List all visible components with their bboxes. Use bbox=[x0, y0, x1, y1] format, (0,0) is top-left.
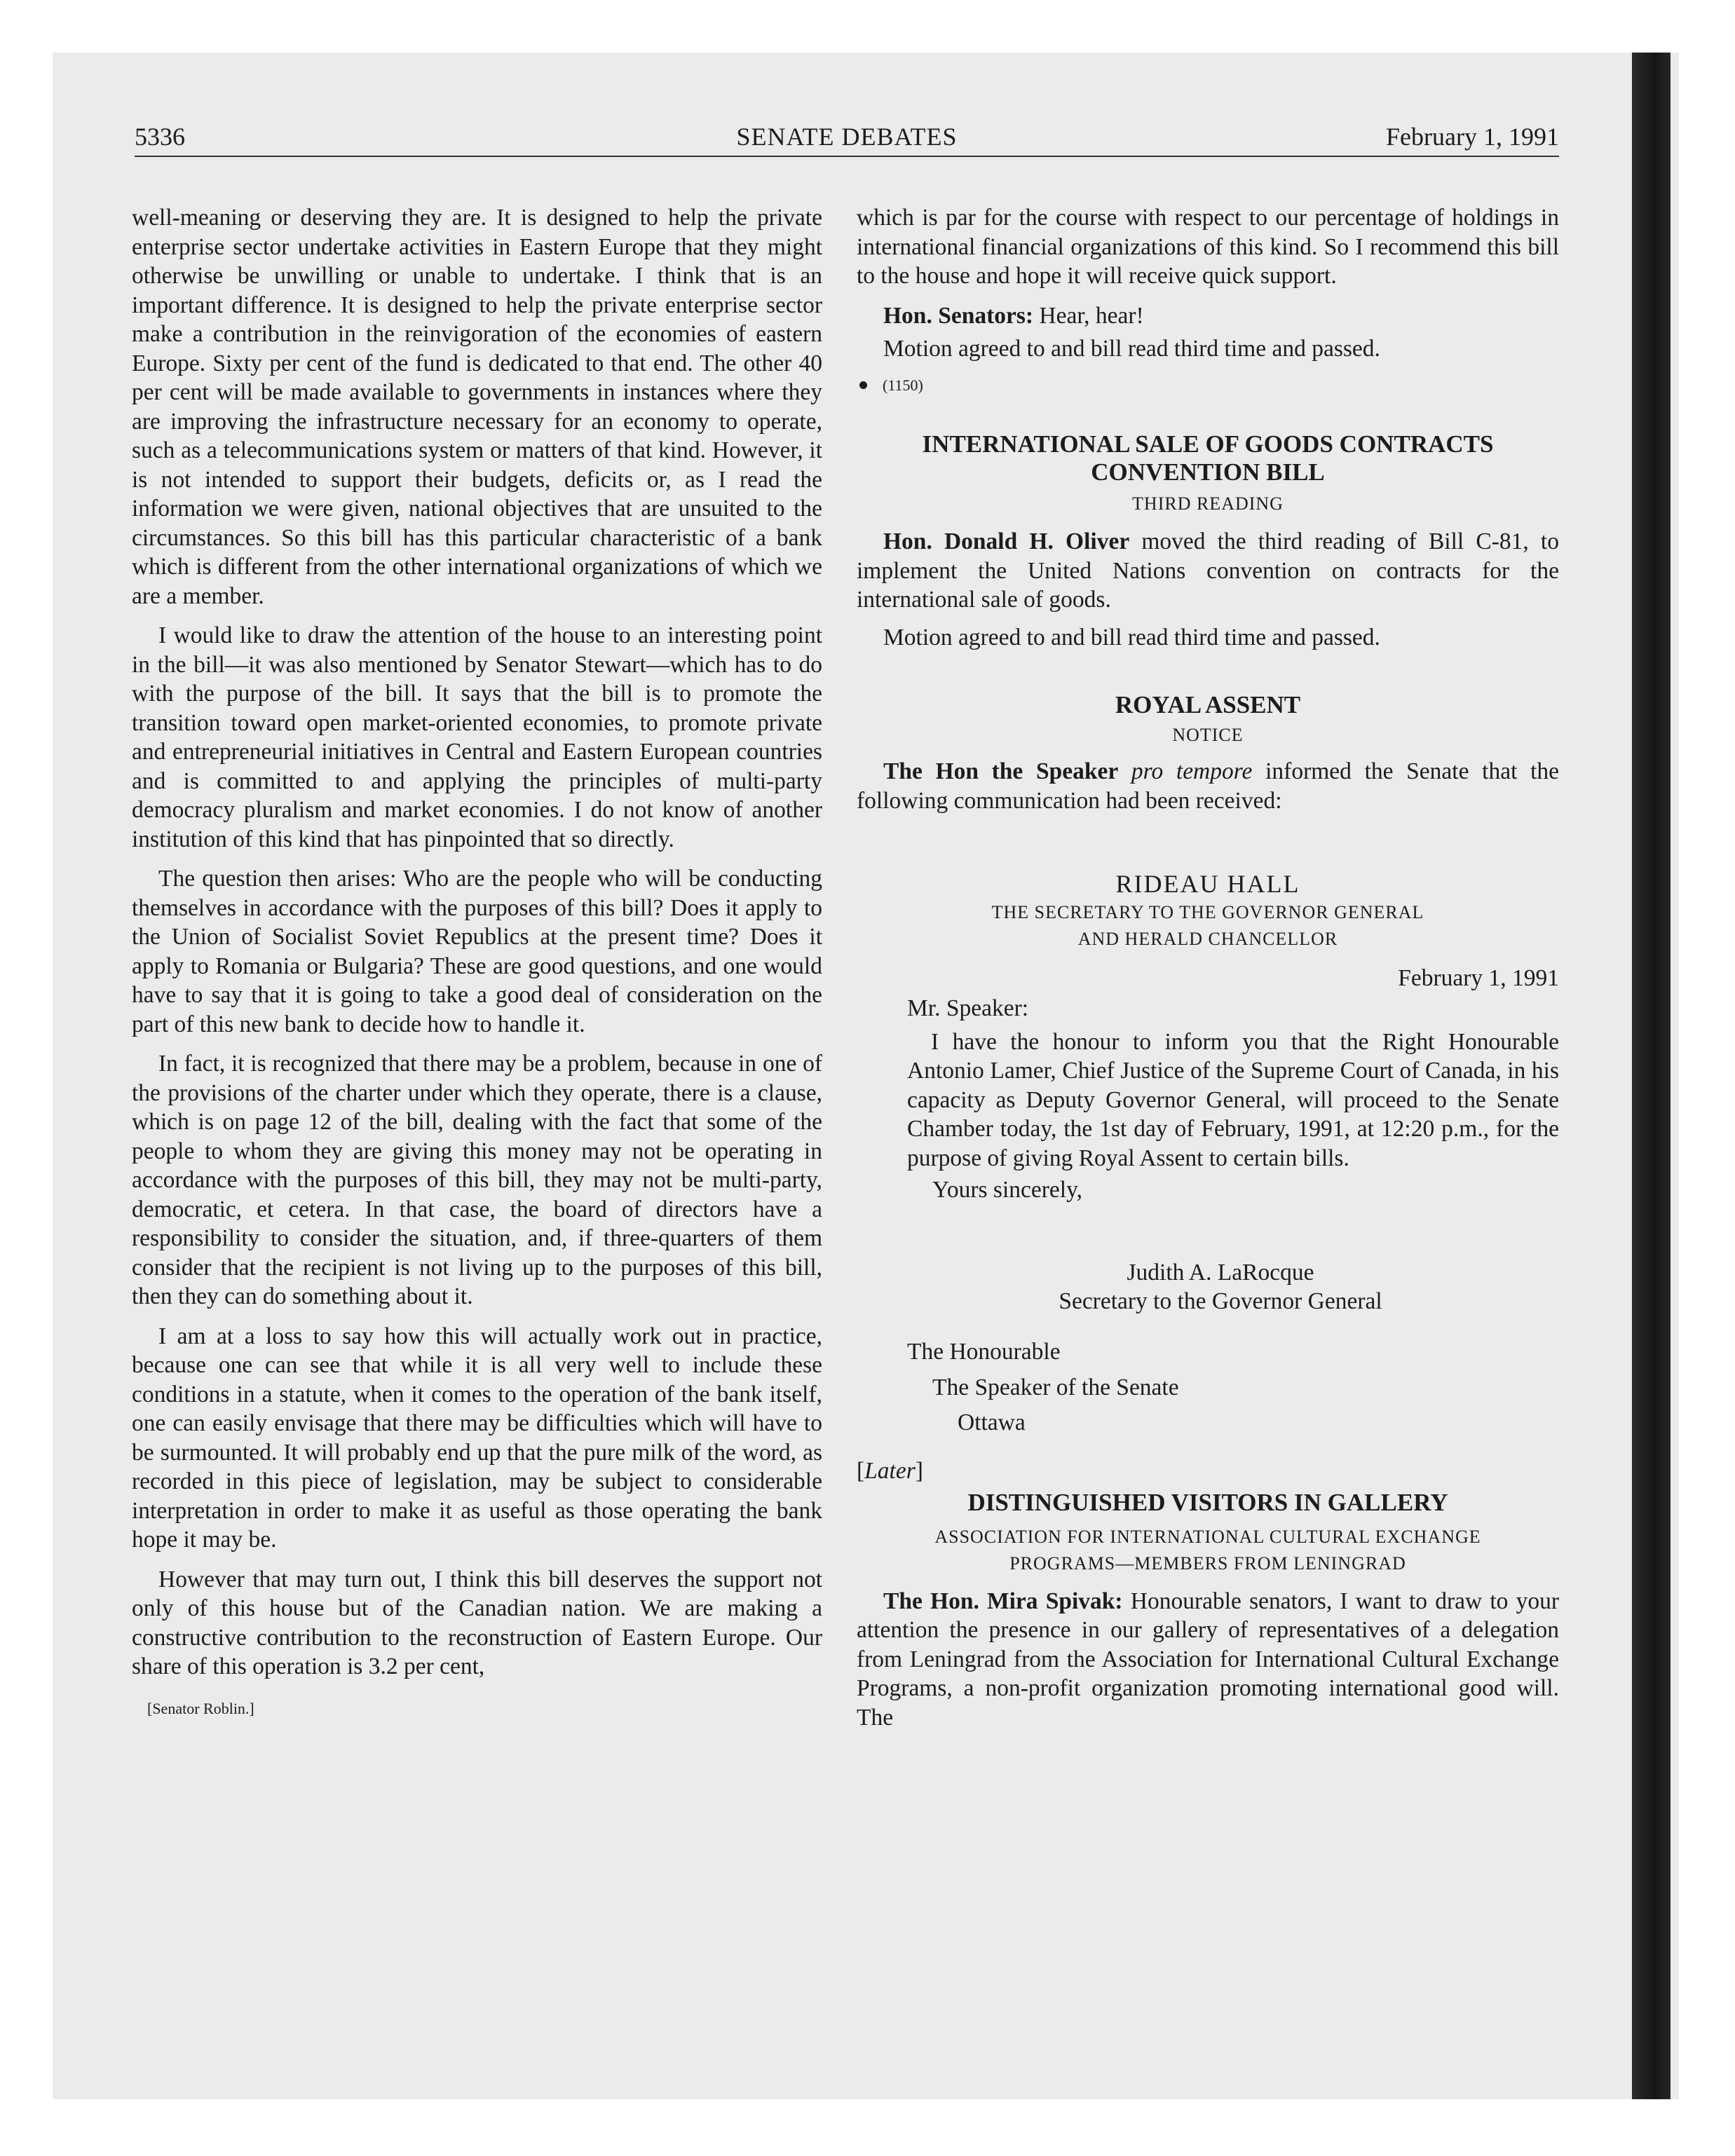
speaker-name: Hon. Senators: bbox=[883, 302, 1034, 329]
time-marker-text: (1150) bbox=[883, 376, 923, 394]
paragraph: In fact, it is recognized that there may be a problem, because in one of the provisions of the charter under which they operate, there is a clause, which is on page 12 of the bill, dealing with the fact that some of the people to whom they are giving this money may not be operating in accordance with the purposes of this bill, they may not be multi-party, democratic, et cetera. In that case, the board of directors have a responsibility to consider the situation, and, if three-quarters of them consider that the recipient is not living up to the purposes of this bill, then they can do something about it. bbox=[132, 1051, 822, 1309]
paragraph: I would like to draw the attention of the house to an interesting point in the bill—it was also mentioned by Senator Stewart—which has to do with the purpose of the bill. It says that the bill is to promote the transition toward open market-oriented economies, to promote private and entrepreneurial initiatives in Central and Eastern European countries and is committed to and applying the principles of multi-party democracy pluralism and market economies. I do not know of another institution of this kind that has pinpointed that so directly. bbox=[132, 622, 822, 852]
section-subheading: NOTICE bbox=[1172, 725, 1244, 745]
letter-subheading: THE SECRETARY TO THE GOVERNOR GENERAL bbox=[991, 901, 1424, 922]
paragraph bbox=[857, 757, 1559, 815]
motion-text: Motion agreed to and bill read third time and passed. bbox=[883, 624, 1380, 650]
speech-text: Hear, hear! bbox=[1033, 302, 1144, 329]
time-marker bbox=[857, 371, 1559, 400]
letter-signer: Judith A. LaRocque bbox=[1127, 1259, 1314, 1285]
publication-title: SENATE DEBATES bbox=[736, 123, 958, 151]
later-text: Later bbox=[864, 1458, 916, 1484]
header-date: February 1, 1991 bbox=[1386, 123, 1559, 151]
letter-address-line: Ottawa bbox=[958, 1409, 1026, 1435]
speech-text: Honourable senators, I want to draw to your attention the presence in our gallery of representatives of a delegation from Leningrad from the Association for International Cultural Exchange Programs, a non-profit organization promoting international good will. The bbox=[857, 1588, 1559, 1731]
section-subheading: THIRD READING bbox=[1132, 493, 1284, 514]
section-subheading: ASSOCIATION FOR INTERNATIONAL CULTURAL EXCHANGE bbox=[934, 1526, 1481, 1547]
left-column bbox=[132, 203, 822, 1723]
motion-text: Motion agreed to and bill read third time and passed. bbox=[883, 336, 1380, 362]
section-heading: ROYAL ASSENT bbox=[1115, 691, 1301, 718]
section-heading: DISTINGUISHED VISITORS IN GALLERY bbox=[967, 1488, 1448, 1516]
speaker-name: The Hon the Speaker bbox=[883, 758, 1119, 784]
paragraph: well-meaning or deserving they are. It is designed to help the private enterprise sector undertake activities in Eastern Europe that they might otherwise be unwilling or unable to undertake. I think that is an important difference. It is designed to help the private enterprise sector make a contribution in the reinvigoration of the economies of eastern Europe. Sixty per cent of the fund is dedicated to that end. The other 40 per cent will be made available to governments in instances where they are improving the infrastructure necessary for an economy to operate, such as a telecommunications system or matters of that kind. However, it is not intended to support their budgets, deficits or, as I read the information we were given, national objectives that are unsuited to the circumstances. So this bill has this particular characteristic of a bank which is different from the other international organizations of which we are a member. bbox=[132, 205, 822, 609]
paragraph: However that may turn out, I think this bill deserves the support not only of this house but of the Canadian nation. We are making a constructive contribution to the reconstruction of Eastern Europe. Our share of this operation is 3.2 per cent, bbox=[132, 1566, 822, 1679]
letter-salutation: Mr. Speaker: bbox=[907, 995, 1029, 1021]
paragraph bbox=[857, 1587, 1559, 1733]
paragraph: which is par for the course with respect to our percentage of holdings in international financial organizations of this kind. So I recommend this bill to the house and hope it will receive quick support. bbox=[857, 205, 1559, 289]
speaker-name: The Hon. Mira Spivak: bbox=[883, 1588, 1123, 1614]
speech-text: informed the Senate that the following communication had been received: bbox=[857, 758, 1559, 814]
letter-body: I have the honour to inform you that the Right Honourable Antonio Lamer, Chief Justice of the Supreme Court of Canada, in his capacity as Deputy Governor General, will proceed to the Senate Chamber today, the 1st day of February, 1991, at 12:20 p.m., for the purpose of giving Royal Assent to certain bills. bbox=[907, 1028, 1559, 1171]
speech-text: moved the third reading of Bill C-81, to implement the United Nations convention on contracts for the international sale of goods. bbox=[857, 528, 1559, 613]
letter-closing: Yours sincerely, bbox=[932, 1177, 1083, 1203]
paragraph bbox=[857, 301, 1559, 331]
letter-date: February 1, 1991 bbox=[1398, 964, 1559, 991]
speaker-name: Hon. Donald H. Oliver bbox=[883, 528, 1130, 554]
paragraph: I am at a loss to say how this will actually work out in practice, because one can see that while it is all very well to include these conditions in a statute, when it comes to the operation of the bank itself, one can easily envisage that there may be difficulties which will have to be surmounted. It will probably end up that the pure milk of the word, as recorded in this piece of legislation, may be subject to considerable interpretation in order to make it as useful as those operating the bank hope it may be. bbox=[132, 1323, 822, 1553]
section-subheading: PROGRAMS—MEMBERS FROM LENINGRAD bbox=[1009, 1553, 1406, 1574]
page-header bbox=[135, 121, 1559, 157]
scan-edge-border bbox=[1632, 53, 1671, 2099]
section-heading: INTERNATIONAL SALE OF GOODS CONTRACTS CONVENTION BILL bbox=[922, 430, 1494, 486]
letter-subheading: AND HERALD CHANCELLOR bbox=[1077, 928, 1338, 949]
later-marker: [Later] bbox=[857, 1458, 923, 1484]
letter-address-line: The Speaker of the Senate bbox=[932, 1374, 1179, 1400]
paragraph bbox=[857, 527, 1559, 615]
speaker-attribution: [Senator Roblin.] bbox=[147, 1699, 254, 1717]
italic-phrase: pro tempore bbox=[1118, 758, 1253, 784]
letter-signer-title: Secretary to the Governor General bbox=[1059, 1288, 1382, 1314]
letter-address-line: The Honourable bbox=[907, 1338, 1061, 1365]
page-number: 5336 bbox=[135, 123, 185, 151]
letter-heading: RIDEAU HALL bbox=[1115, 870, 1300, 898]
bullet-icon bbox=[859, 381, 867, 389]
paragraph: The question then arises: Who are the people who will be conducting themselves in accordance with the purposes of this bill? Does it apply to the Union of Socialist Soviet Republics at the present time? Does it apply to Romania or Bulgaria? These are good questions, and one would have to say that it is going to take a good deal of consideration on the part of this new bank to decide how to handle it. bbox=[132, 866, 822, 1037]
right-column bbox=[857, 203, 1559, 1732]
